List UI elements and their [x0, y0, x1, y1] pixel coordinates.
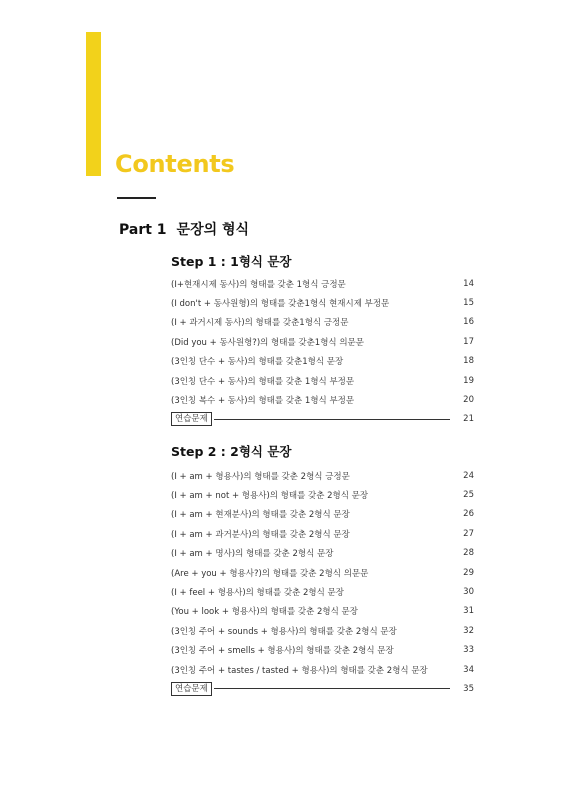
toc-entry[interactable]: [171, 505, 474, 524]
toc-entry[interactable]: [171, 602, 474, 621]
step-heading: Step 2 : 2형식 문장: [171, 444, 292, 459]
accent-bar: [86, 32, 101, 176]
toc-entry-title: (3인칭 주어 + smells + 형용사)의 형태를 갖춘 2형식 문장: [171, 646, 394, 657]
toc-list: [171, 274, 474, 429]
toc-entry-title: (I + am + 현재분사)의 형태를 갖춘 2형식 문장: [171, 510, 350, 521]
toc-entry-title: (I + 과거시제 동사)의 형태를 갖춘1형식 긍정문: [171, 318, 349, 329]
toc-entry[interactable]: [171, 641, 474, 660]
exercise-entry[interactable]: [171, 679, 474, 698]
page-title: Contents: [115, 150, 235, 178]
toc-entry[interactable]: [171, 563, 474, 582]
exercise-label: 연습문제: [171, 412, 212, 426]
toc-entry-title: (I + am + 형용사)의 형태를 갖춘 2형식 긍정문: [171, 471, 350, 482]
toc-entry-title: (I + am + 명사)의 형태를 갖춘 2형식 문장: [171, 549, 334, 560]
page-number: 16: [463, 317, 474, 328]
page-number: 15: [463, 298, 474, 309]
page-number: 14: [463, 278, 474, 289]
page-number: 27: [463, 528, 474, 539]
part-label: 문장의 형식: [176, 222, 250, 238]
toc-entry[interactable]: [171, 332, 474, 351]
page-number: 35: [463, 683, 474, 694]
page-number: 20: [463, 395, 474, 406]
toc-list: [171, 466, 474, 699]
page-number: 34: [463, 664, 474, 675]
page-number: 18: [463, 356, 474, 367]
toc-entry[interactable]: [171, 582, 474, 601]
page-number: 29: [463, 567, 474, 578]
toc-entry[interactable]: [171, 274, 474, 293]
toc-entry[interactable]: [171, 313, 474, 332]
toc-entry-title: (I + am + 과거분사)의 형태를 갖춘 2형식 문장: [171, 529, 350, 540]
toc-entry-title: (3인칭 주어 + tastes / tasted + 형용사)의 형태를 갖춘 2형식 문장: [171, 665, 428, 676]
toc-entry[interactable]: [171, 293, 474, 312]
toc-entry-title: (I don't + 동사원형)의 형태를 갖춘1형식 현재시제 부정문: [171, 299, 390, 310]
toc-entry-title: (3인칭 단수 + 동사)의 형태를 갖춘1형식 문장: [171, 357, 344, 368]
page-number: 28: [463, 548, 474, 559]
page-number: 19: [463, 375, 474, 386]
toc-entry-title: (3인칭 복수 + 동사)의 형태를 갖춘 1형식 부정문: [171, 396, 355, 407]
toc-entry-title: (I + feel + 형용사)의 형태를 갖춘 2형식 문장: [171, 588, 344, 599]
page-number: 17: [463, 336, 474, 347]
toc-entry-title: (3인칭 주어 + sounds + 형용사)의 형태를 갖춘 2형식 문장: [171, 626, 397, 637]
toc-entry[interactable]: [171, 485, 474, 504]
page-number: 33: [463, 645, 474, 656]
leader-line: [214, 688, 450, 689]
toc-entry[interactable]: [171, 660, 474, 679]
toc-entry[interactable]: [171, 352, 474, 371]
page-number: 21: [463, 414, 474, 425]
part-number: Part 1: [119, 222, 167, 238]
page-number: 26: [463, 509, 474, 520]
leader-line: [214, 419, 450, 420]
toc-entry[interactable]: [171, 544, 474, 563]
toc-entry-title: (You + look + 형용사)의 형태를 갖춘 2형식 문장: [171, 607, 358, 618]
toc-entry-title: (Did you + 동사원형?)의 형태를 갖춘1형식 의문문: [171, 337, 364, 348]
toc-entry-title: (Are + you + 형용사?)의 형태를 갖춘 2형식 의문문: [171, 568, 369, 579]
step-heading: Step 1 : 1형식 문장: [171, 254, 292, 269]
page-number: 30: [463, 587, 474, 598]
toc-entry[interactable]: [171, 371, 474, 390]
toc-entry[interactable]: [171, 524, 474, 543]
page-number: 32: [463, 625, 474, 636]
exercise-label: 연습문제: [171, 682, 212, 696]
toc-entry-title: (I + am + not + 형용사)의 형태를 갖춘 2형식 문장: [171, 491, 369, 502]
title-underline: [117, 197, 156, 199]
page-number: 31: [463, 606, 474, 617]
exercise-entry[interactable]: [171, 410, 474, 429]
toc-entry[interactable]: [171, 390, 474, 409]
toc-entry-title: (3인칭 단수 + 동사)의 형태를 갖춘 1형식 부정문: [171, 376, 355, 387]
toc-entry[interactable]: [171, 466, 474, 485]
part-heading: [119, 219, 249, 239]
page-number: 24: [463, 470, 474, 481]
toc-entry[interactable]: [171, 621, 474, 640]
toc-entry-title: (I+현재시제 동사)의 형태를 갖춘 1형식 긍정문: [171, 279, 346, 290]
page-number: 25: [463, 490, 474, 501]
